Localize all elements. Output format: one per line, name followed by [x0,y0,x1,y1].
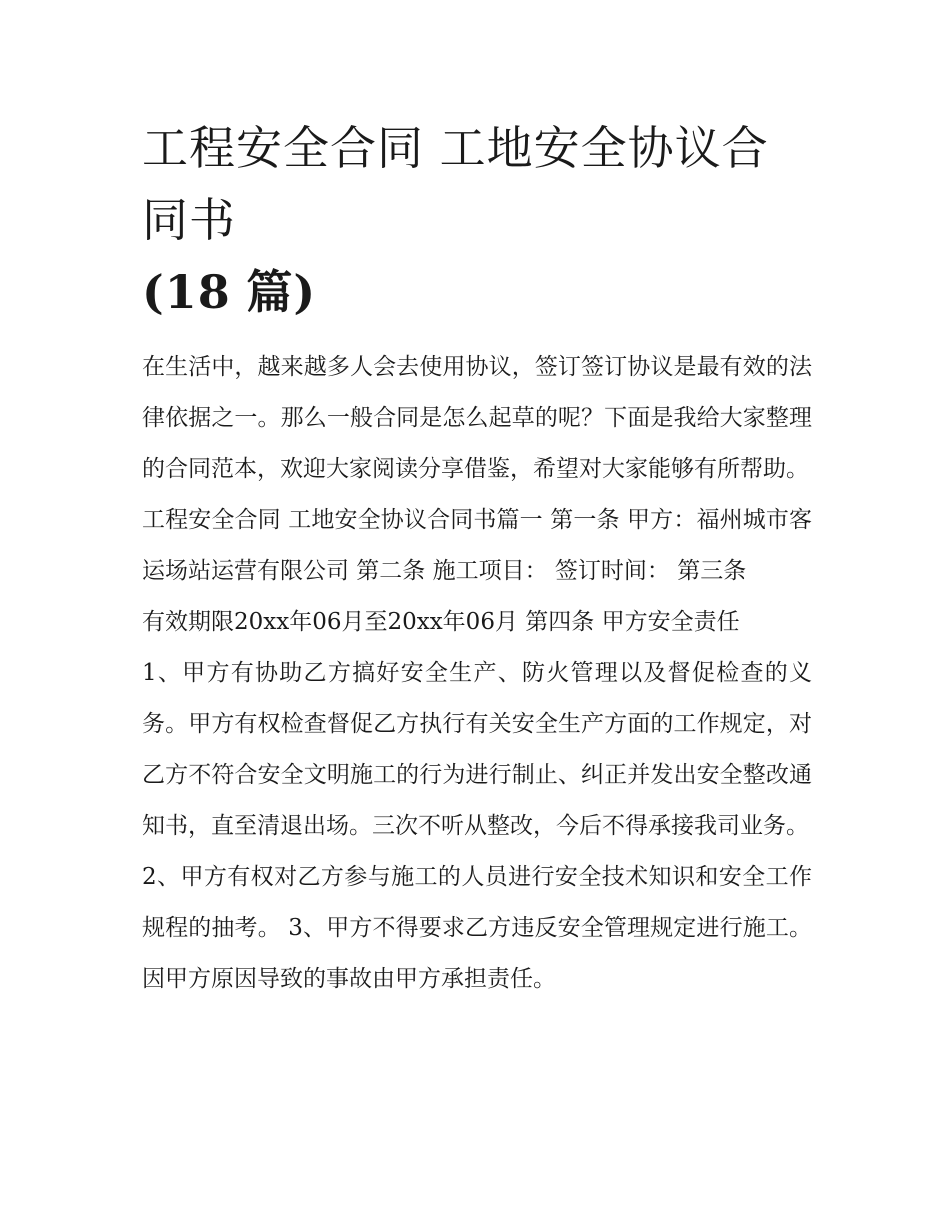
document-page [142,112,812,1005]
intro-paragraph: 在生活中，越来越多人会去使用协议，签订签订协议是最有效的法律依据之一。那么一般合同是怎么起草的呢？下面是我给大家整理的合同范本，欢迎大家阅读分享借鉴，希望对大家能够有所帮助。 [142,354,812,482]
title-count: (18 [142,265,231,319]
validity-period-paragraph: 有效期限20xx年06月至20xx年06月 第四条 甲方安全责任 [142,609,740,635]
section-one-heading-paragraph: 工程安全合同 工地安全协议合同书篇一 第一条 甲方：福州城市客运场站运营有限公司 第二条 施工项目： 签订时间： 第三条 [142,507,812,584]
document-title [142,112,812,328]
title-suffix: 篇) [246,265,317,319]
title-text-main: 工程安全合同 工地安全协议合同书 [142,121,769,247]
clause-two-three-paragraph: 2、甲方有权对乙方参与施工的人员进行安全技术知识和安全工作规程的抽考。 3、甲方不得要求乙方违反安全管理规定进行施工。因甲方原因导致的事故由甲方承担责任。 [142,864,812,992]
clause-one-paragraph: 1、甲方有协助乙方搞好安全生产、防火管理以及督促检查的义务。甲方有权检查督促乙方执行有关安全生产方面的工作规定，对乙方不符合安全文明施工的行为进行制止、纠正并发出安全整改通知书，直至清退出场。三次不听从整改，今后不得承接我司业务。 [142,660,812,839]
